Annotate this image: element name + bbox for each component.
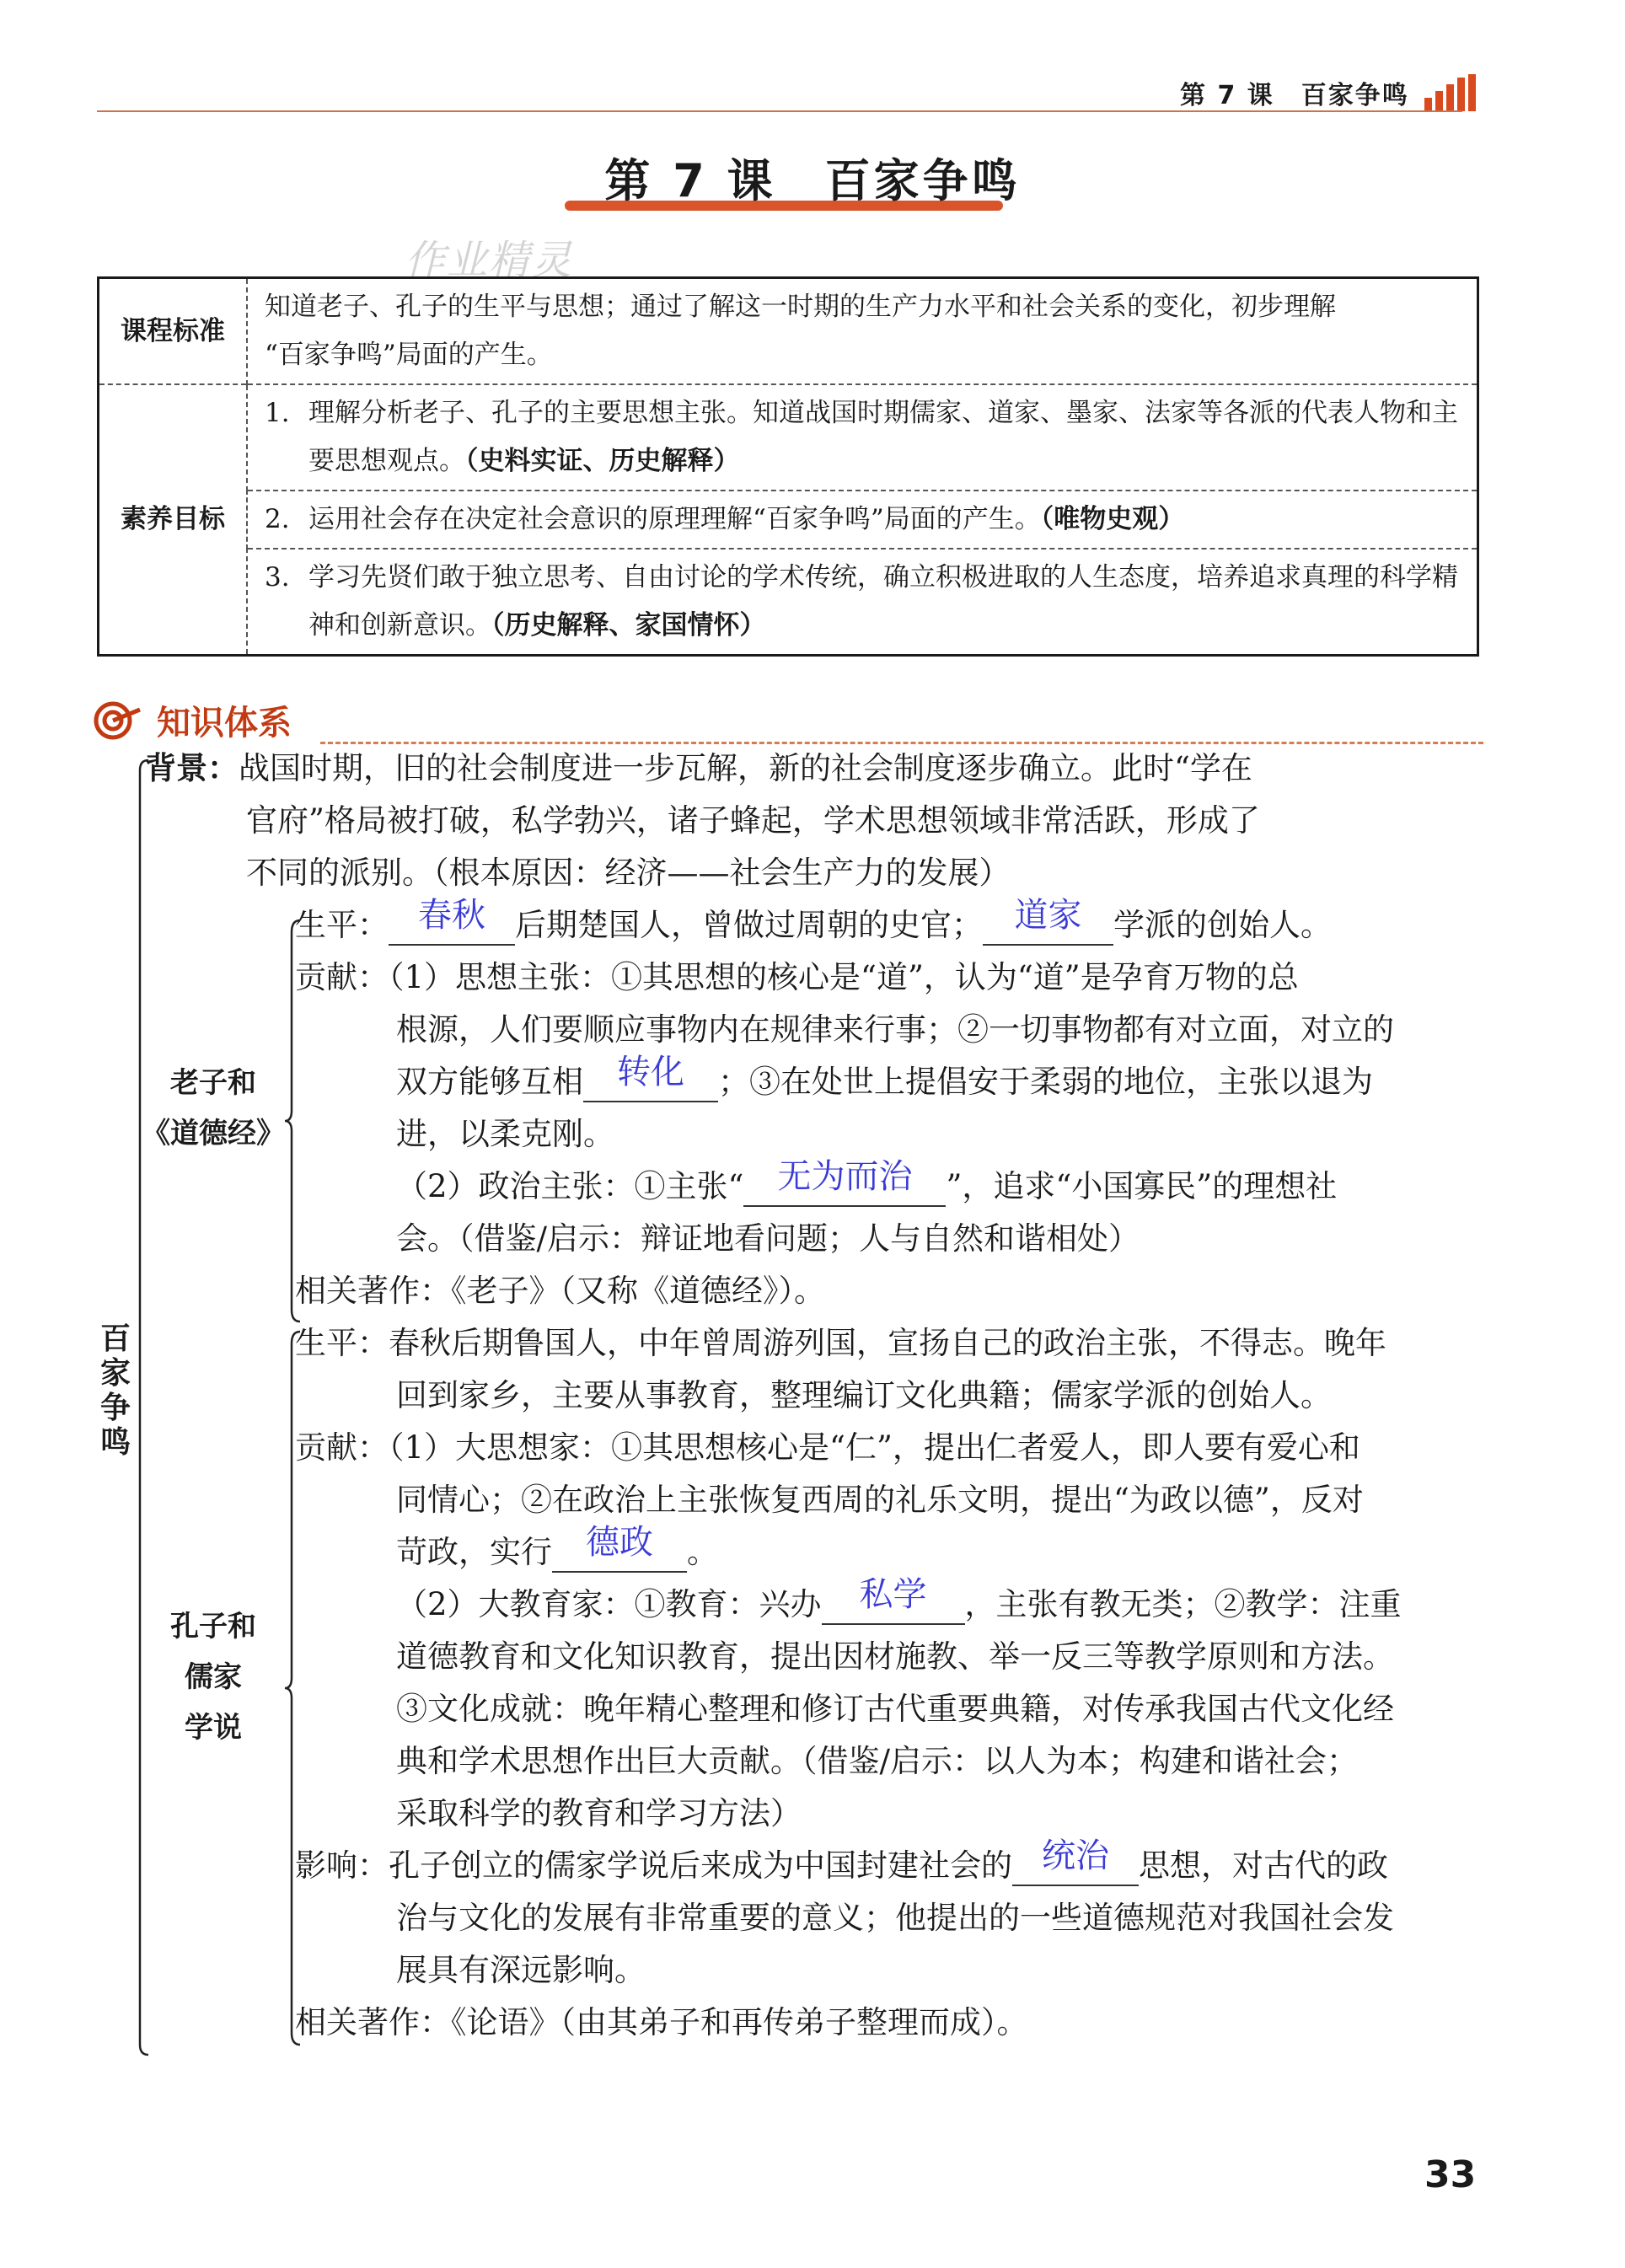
text-line: （2）政治主张：①主张“ 无为而治 ”，追求“小国寡民”的理想社 bbox=[396, 1166, 1337, 1207]
standards-text bbox=[247, 278, 1478, 385]
laozi-label-line: 《道德经》 bbox=[142, 1117, 285, 1150]
standards-table bbox=[97, 276, 1479, 657]
text-line: 苛政，实行 德政 。 bbox=[396, 1532, 718, 1573]
answer-text: 私学 bbox=[859, 1575, 927, 1614]
running-header: 第 7 课 百家争鸣 bbox=[1180, 81, 1409, 110]
main-label: 百 家 争 鸣 bbox=[99, 1322, 131, 1460]
text-line: 治与文化的发展有非常重要的意义；他提出的一些道德规范对我国社会发 bbox=[396, 1900, 1394, 1936]
standards-line: “百家争鸣”局面的产生。 bbox=[265, 340, 553, 370]
answer-blank bbox=[822, 1575, 965, 1625]
text-line: 道德教育和文化知识教育，提出因材施教、举一反三等教学原则和方法。 bbox=[396, 1638, 1394, 1675]
bars-icon bbox=[1424, 74, 1475, 111]
standards-label: 课程标准 bbox=[99, 278, 248, 385]
answer-blank bbox=[389, 896, 515, 946]
kongzi-impact: 影响：孔子创立的儒家学说后来成为中国封建社会的 统治 思想，对古代的政 bbox=[295, 1846, 1388, 1886]
answer-blank bbox=[743, 1157, 946, 1207]
background-label: 背景： bbox=[145, 750, 239, 786]
goals-label: 素养目标 bbox=[99, 384, 248, 656]
answer-text: 春秋 bbox=[418, 896, 485, 935]
goal-item bbox=[247, 491, 1478, 549]
text-line: （2）大教育家：①教育：兴办 私学 ，主张有教无类；②教学：注重 bbox=[396, 1584, 1402, 1625]
answer-blank bbox=[552, 1523, 687, 1573]
kongzi-contrib: 贡献：（1）大思想家：①其思想核心是“仁”，提出仁者爱人，即人要有爱心和 bbox=[295, 1429, 1360, 1466]
text-line: 采取科学的教育和学习方法） bbox=[396, 1795, 802, 1831]
text-line: 会。（借鉴/启示：辩证地看问题；人与自然和谐相处） bbox=[396, 1220, 1140, 1257]
kongzi-label-line: 孔子和 bbox=[170, 1610, 256, 1643]
laozi-works: 相关著作：《老子》（又称《道德经》）。 bbox=[295, 1273, 825, 1309]
answer-text: 转化 bbox=[617, 1053, 684, 1091]
laozi-label bbox=[142, 1058, 285, 1159]
goal-tag: （唯物史观） bbox=[1040, 504, 1185, 534]
goal-text: 理解分析老子、孔子的主要思想主张。知道战国时期儒家、道家、墨家、法家等各派的代表人物和主要思想观点。 bbox=[308, 398, 1458, 476]
goal-number: 1. bbox=[265, 398, 290, 428]
text-line: 双方能够互相 转化 ；③在处世上提倡安于柔弱的地位，主张以退为 bbox=[396, 1062, 1373, 1102]
answer-text: 德政 bbox=[586, 1523, 653, 1562]
kongzi-label-line: 学说 bbox=[185, 1711, 242, 1745]
goal-number: 3. bbox=[265, 562, 290, 592]
background-line: 不同的派别。（根本原因：经济——社会生产力的发展） bbox=[246, 855, 1011, 891]
kongzi-label-line: 儒家 bbox=[185, 1660, 242, 1694]
answer-text: 无为而治 bbox=[777, 1157, 913, 1196]
page-title: 第 7 课 百家争鸣 bbox=[604, 154, 1021, 207]
goal-item bbox=[247, 549, 1478, 656]
standards-line: 知道老子、孔子的生平与思想；通过了解这一时期的生产力水平和社会关系的变化，初步理解 bbox=[265, 292, 1336, 322]
background-line: 背景：战国时期，旧的社会制度进一步瓦解，新的社会制度逐步确立。此时“学在 bbox=[145, 750, 1252, 786]
text-line: 典和学术思想作出巨大贡献。（借鉴/启示：以人为本；构建和谐社会； bbox=[396, 1743, 1358, 1779]
goal-tag: （史料实证、历史解释） bbox=[465, 446, 740, 476]
goal-tag: （历史解释、家国情怀） bbox=[491, 610, 766, 641]
answer-text: 统治 bbox=[1042, 1836, 1109, 1875]
laozi-life: 生平： 春秋 后期楚国人，曾做过周朝的史官； 道家 学派的创始人。 bbox=[295, 905, 1332, 946]
outer-brace bbox=[135, 759, 152, 2056]
laozi-label-line: 老子和 bbox=[170, 1066, 256, 1100]
kongzi-works: 相关著作：《论语》（由其弟子和再传弟子整理而成）。 bbox=[295, 2004, 1028, 2040]
answer-blank bbox=[1012, 1836, 1139, 1886]
target-icon bbox=[93, 700, 143, 742]
goal-item bbox=[247, 384, 1478, 491]
text-line: 回到家乡，主要从事教育，整理编订文化典籍；儒家学派的创始人。 bbox=[396, 1377, 1332, 1413]
answer-text: 道家 bbox=[1014, 896, 1082, 935]
text-line: 根源，人们要顺应事物内在规律来行事；②一切事物都有对立面，对立的 bbox=[396, 1011, 1394, 1048]
page-number: 33 bbox=[1424, 2153, 1477, 2196]
answer-blank bbox=[983, 896, 1113, 946]
kongzi-life: 生平：春秋后期鲁国人，中年曾周游列国，宣扬自己的政治主张，不得志。晚年 bbox=[295, 1325, 1386, 1361]
text-line: 展具有深远影响。 bbox=[396, 1952, 646, 1988]
background-line: 官府”格局被打破，私学勃兴，诸子蜂起，学术思想领域非常活跃，形成了 bbox=[246, 802, 1260, 839]
section-title: 知识体系 bbox=[157, 704, 292, 743]
text-line: 进，以柔克刚。 bbox=[396, 1116, 614, 1152]
kongzi-label bbox=[142, 1601, 285, 1753]
text-line: ③文化成就：晚年精心整理和修订古代重要典籍，对传承我国古代文化经 bbox=[396, 1691, 1394, 1727]
watermark: 作业精灵 bbox=[405, 237, 574, 284]
goal-text: 运用社会存在决定社会意识的原理理解“百家争鸣”局面的产生。 bbox=[308, 504, 1041, 534]
laozi-contrib: 贡献：（1）思想主张：①其思想的核心是“道”，认为“道”是孕育万物的总 bbox=[295, 959, 1299, 995]
text-line: 同情心；②在政治上主张恢复西周的礼乐文明，提出“为政以德”，反对 bbox=[396, 1482, 1364, 1518]
header-rule bbox=[97, 110, 1462, 112]
answer-blank bbox=[583, 1053, 718, 1102]
section-divider bbox=[320, 742, 1483, 744]
goal-number: 2. bbox=[265, 504, 290, 534]
goal-text: 学习先贤们敢于独立思考、自由讨论的学术传统，确立积极进取的人生态度，培养追求真理的科学精神和创新意识。 bbox=[308, 562, 1458, 641]
